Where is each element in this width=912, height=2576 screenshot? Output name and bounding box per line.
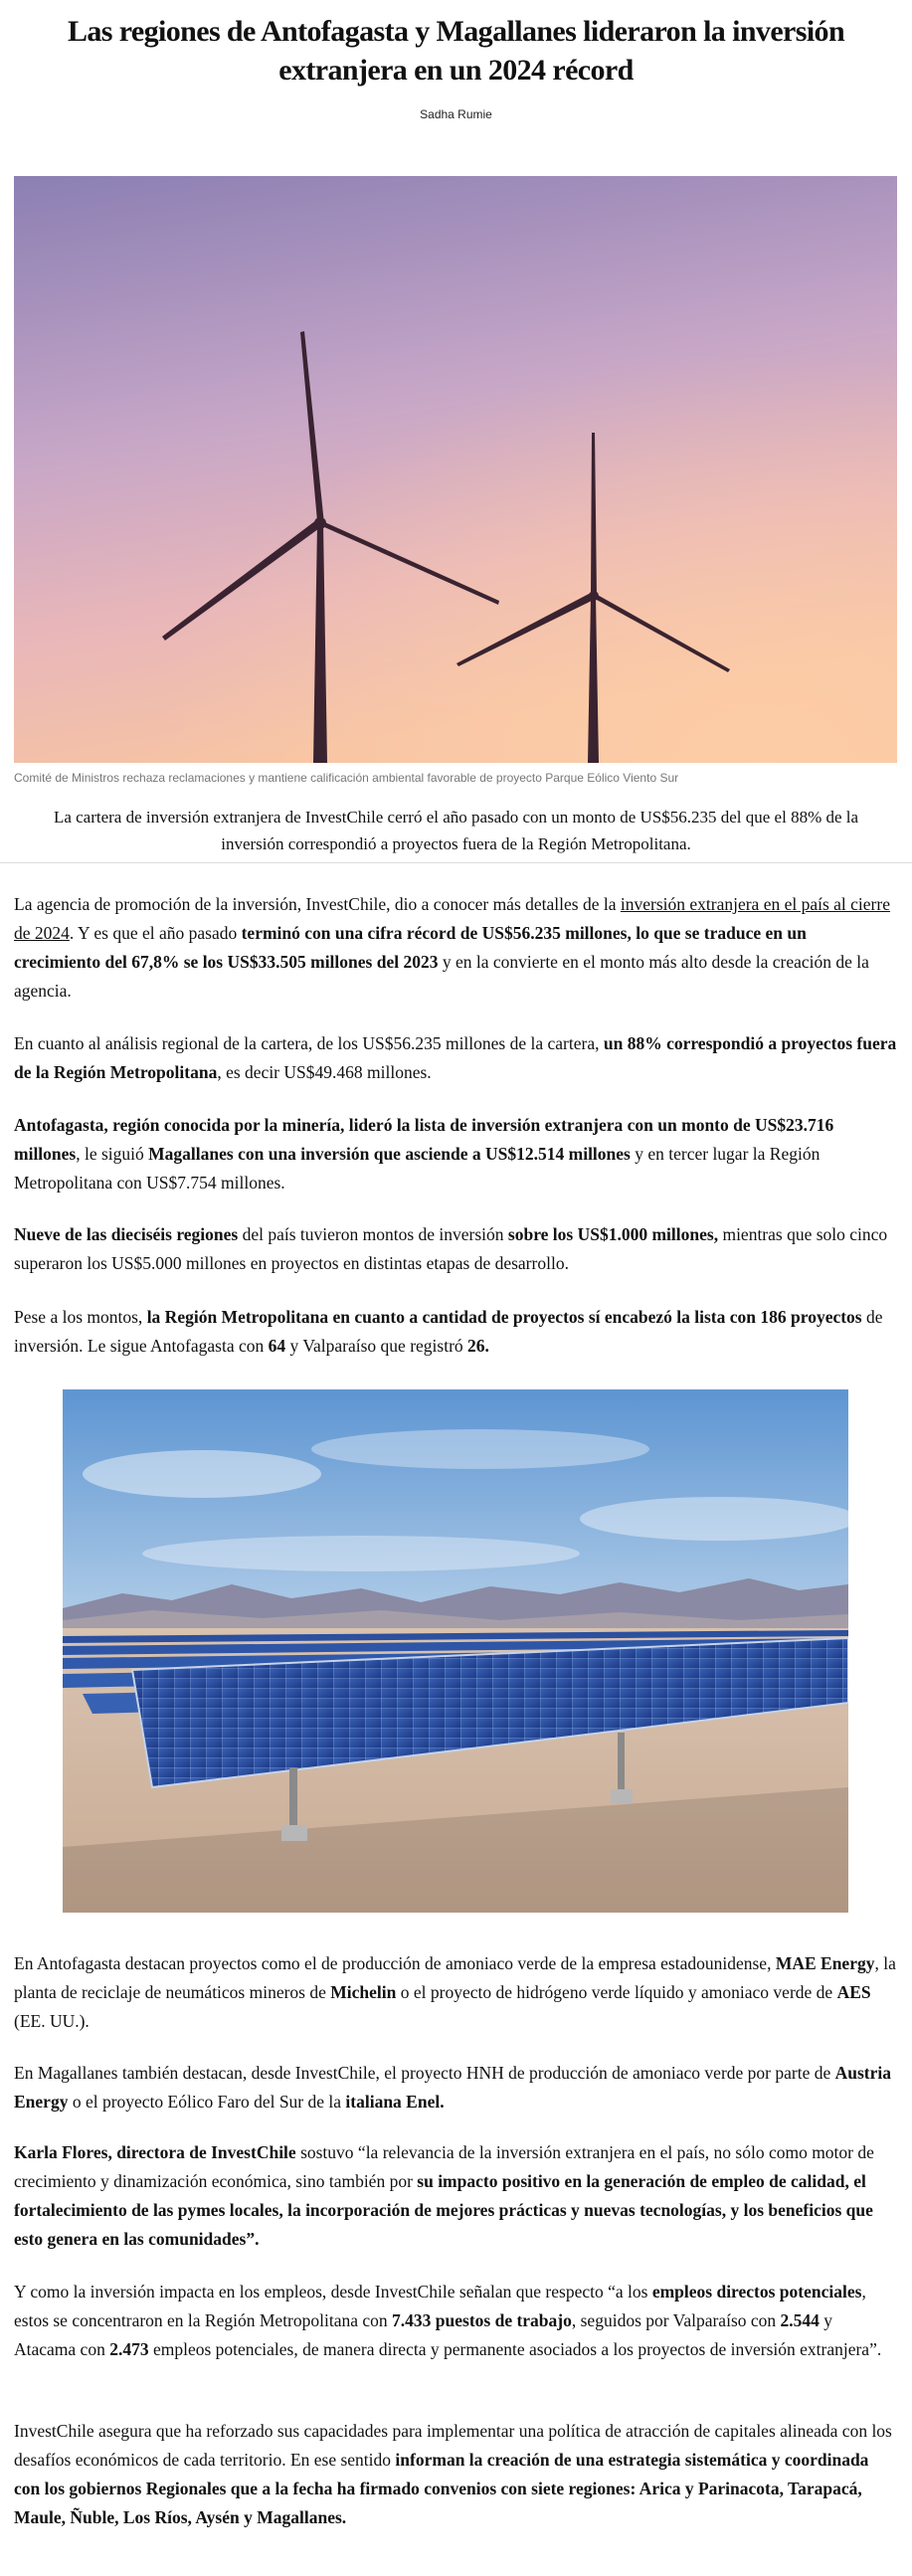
paragraph-text: de inversión. Le sigue Antofagasta con [14,1307,883,1356]
bold-text: 2.473 [109,2339,149,2359]
paragraph-text: , estos se concentraron en la Región Metropolitana con [14,2282,866,2330]
paragraph-text: En Magallanes también destacan, desde InvestChile, el proyecto HNH de producción de amoniaco verde por parte de [14,2063,835,2083]
paragraph-text: y Valparaíso que registró [285,1336,468,1356]
body-paragraph [14,2059,897,2116]
bold-text: Austria Energy [14,2063,891,2112]
bold-text: sobre los US$1.000 millones, [507,1224,719,1244]
paragraph-text: mientras que solo cinco superaron los US$5.000 millones en proyectos en distintas etapas de desarrollo. [14,1224,888,1273]
bold-text: empleos directos potenciales [651,2282,862,2301]
paragraph-text: (EE. UU.). [14,2011,90,2031]
article-headline: Las regiones de Antofagasta y Magallanes lideraron la inversión extranjera en un 2024 récord [67,15,845,87]
body-paragraph [14,2417,897,2532]
paragraph-text: Y como la inversión impacta en los empleos, desde InvestChile señalan que respecto “a los [14,2282,652,2301]
paragraph-text: , la planta de reciclaje de neumáticos mineros de [14,1953,896,2002]
bold-text: Michelin [330,1982,397,2002]
solar-farm-illustration [63,1389,848,1913]
bold-text: su impacto positivo en la generación de empleo de calidad, el fortalecimiento de las pymes locales, la incorporación de mejores prácticas y nuevas tecnologías, y los beneficios que esto genera en las comunidades”. [14,2171,873,2249]
paragraph-text: , es decir US$49.468 millones. [217,1062,432,1082]
paragraph-text: Pese a los montos, [14,1307,147,1327]
paragraph-text: . Y es que el año pasado [69,923,242,943]
divider [0,862,912,863]
bold-text: terminó con una cifra récord de US$56.235 millones, lo que se traduce en un crecimiento del 67,8% se los US$33.505 millones del 2023 [14,923,807,972]
body-paragraph [14,1111,897,1197]
body-paragraph [14,2278,897,2364]
paragraph-text: o el proyecto Eólico Faro del Sur de la [68,2092,346,2112]
bold-text: Magallanes con una inversión que asciende a US$12.514 millones [148,1144,631,1164]
paragraph-text: La agencia de promoción de la inversión, InvestChile, dio a conocer más detalles de la [14,894,621,914]
bold-text: un 88% correspondió a proyectos fuera de la Región Metropolitana [14,1033,897,1082]
body-paragraph [14,890,897,1006]
bold-text: Nueve de las dieciséis regiones [14,1224,239,1244]
body-paragraph [14,1029,897,1087]
hero-image-wind-turbines [14,176,897,763]
paragraph-text: , le siguió [76,1144,149,1164]
bold-text: 64 [268,1336,286,1356]
paragraph-text: o el proyecto de hidrógeno verde líquido y amoniaco verde de [396,1982,837,2002]
article-deck: La cartera de inversión extranjera de InvestChile cerró el año pasado con un monto de US$56.235 del que el 88% de la inversión correspondió a proyectos fuera de la Región Metropolitana. [53,808,859,853]
bold-text: AES [836,1982,871,2002]
body-paragraph [14,1949,897,2036]
bold-text: Antofagasta, región conocida por la minería, lideró la lista de inversión extranjera con un monto de US$23.716 millones [14,1115,834,1164]
body-paragraph [14,2138,897,2254]
bold-text: MAE Energy [775,1953,875,1973]
body-paragraph [14,1303,897,1361]
bold-text: la Región Metropolitana en cuanto a cantidad de proyectos sí encabezó la lista con 186 proyectos [146,1307,862,1327]
solar-panels-image [63,1389,848,1913]
bold-text: 7.433 puestos de trabajo [392,2310,572,2330]
paragraph-text: y en tercer lugar la Región Metropolitana con US$7.754 millones. [14,1144,821,1193]
wind-turbines-illustration [14,176,897,763]
paragraph-text: y Atacama con [14,2310,833,2359]
bold-text: informan la creación de una estrategia sistemática y coordinada con los gobiernos Regionales que a la fecha ha firmado convenios con siete regiones: Arica y Parinacota, Tarapacá, Maule, Ñuble, Los Ríos, Aysén y Magallanes. [14,2450,869,2527]
bold-text: Karla Flores, directora de InvestChile [14,2142,296,2162]
paragraph-text: empleos potenciales, de manera directa y permanente asociados a los proyectos de inversión extranjera”. [148,2339,882,2359]
body-paragraph [14,1220,897,1278]
paragraph-text: y en la convierte en el monto más alto desde la creación de la agencia. [14,952,869,1001]
article-author[interactable]: Sadha Rumie [420,107,492,121]
inline-link[interactable]: inversión extranjera en el país al cierre de 2024 [14,894,890,943]
paragraph-text: sostuvo “la relevancia de la inversión extranjera en el país, no sólo como motor de crecimiento y dinamización económica, sino también por [14,2142,874,2191]
paragraph-text: InvestChile asegura que ha reforzado sus capacidades para implementar una política de atracción de capitales alineada con los desafíos económicos de cada territorio. En ese sentido [14,2421,892,2470]
hero-image-caption: Comité de Ministros rechaza reclamaciones y mantiene calificación ambiental favorable de proyecto Parque Eólico Viento Sur [14,771,679,785]
paragraph-text: , seguidos por Valparaíso con [571,2310,781,2330]
bold-text: 26. [467,1336,489,1356]
paragraph-text: del país tuvieron montos de inversión [238,1224,508,1244]
paragraph-text: En Antofagasta destacan proyectos como el de producción de amoniaco verde de la empresa estadounidense, [14,1953,776,1973]
paragraph-text: En cuanto al análisis regional de la cartera, de los US$56.235 millones de la cartera, [14,1033,604,1053]
bold-text: italiana Enel. [345,2092,445,2112]
bold-text: 2.544 [780,2310,820,2330]
